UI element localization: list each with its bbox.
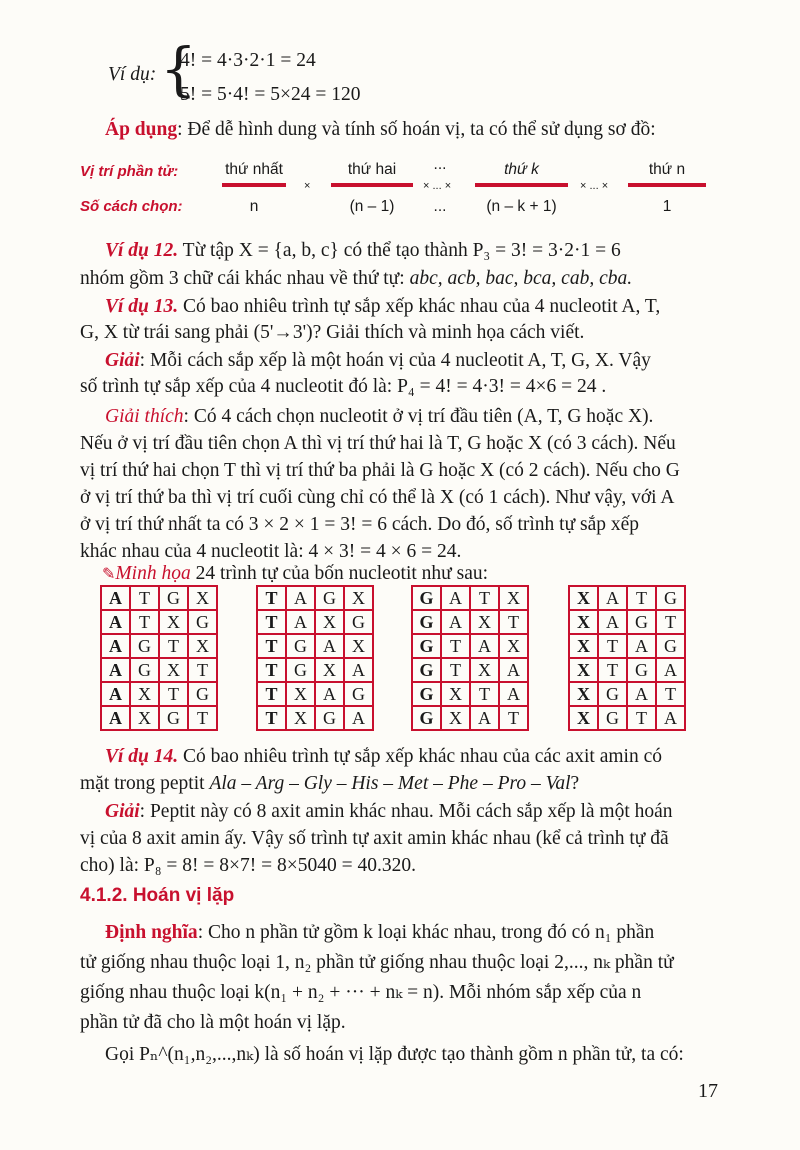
table-row [101,682,217,706]
table-cell: A [627,682,656,706]
table-cell: G [286,658,315,682]
table-cell: A [441,586,470,610]
explain-label: Giải thích [105,406,184,427]
ex14-text1: Có bao nhiêu trình tự sắp xếp khác nhau của các axit amin có [178,746,662,767]
explain-line6: khác nhau của 4 nucleotit là: 4 × 3! = 4 × 6 = 24. [80,541,462,562]
table-cell: G [159,586,188,610]
table-cell: G [627,658,656,682]
table-cell: X [569,634,598,658]
table-cell: T [188,658,217,682]
scheme-position-1: thứ nhất [225,161,283,178]
ex13-line2: G, X từ trái sang phải (5'→3')? Giải thích và minh họa cách viết. [80,322,585,343]
table-cell: G [656,586,685,610]
nucleotide-table-a [100,585,218,731]
table-cell: X [569,658,598,682]
table-cell: T [499,610,528,634]
ex13-label: Ví dụ 13. [105,296,179,317]
scheme-position-n: thứ n [648,161,686,178]
table-cell: X [315,658,344,682]
table-cell: A [499,658,528,682]
scheme-bar-k [475,183,568,187]
sol14-line1 [105,799,673,825]
sol13-line1 [105,348,651,374]
table-cell: G [412,706,441,730]
definition-line1 [105,920,654,946]
table-row [412,586,528,610]
table-cell: A [101,658,130,682]
application-text: : Để dễ hình dung và tính số hoán vị, ta có thể sử dụng sơ đồ: [177,119,656,140]
table-cell: T [470,682,499,706]
table-cell: G [130,634,159,658]
table-cell: G [627,610,656,634]
table-cell: A [598,610,627,634]
explain-line2: Nếu ở vị trí đầu tiên chọn A thì vị trí thứ hai là T, G hoặc X (có 3 cách). Nếu [80,433,676,454]
table-cell: X [344,586,373,610]
table-row [101,586,217,610]
table-cell: G [656,634,685,658]
table-cell: A [656,658,685,682]
table-cell: G [412,610,441,634]
ex13-text1: Có bao nhiêu trình tự sắp xếp khác nhau của 4 nucleotit A, T, [178,296,661,317]
table-cell: G [598,682,627,706]
table-row [257,610,373,634]
table-row [257,586,373,610]
table-row [569,658,685,682]
table-cell: G [286,634,315,658]
table-cell: T [257,682,286,706]
table-row [257,658,373,682]
table-cell: A [627,634,656,658]
table-cell: G [188,610,217,634]
table-cell: A [344,658,373,682]
table-cell: T [441,634,470,658]
scheme-position-2: thứ hai [347,161,397,178]
table-row [257,682,373,706]
table-cell: G [344,610,373,634]
table-row [257,706,373,730]
nucleotide-table-g [411,585,529,731]
table-row [412,682,528,706]
application-label: Áp dụng [105,119,178,140]
table-cell: T [257,610,286,634]
definition-text1: : Cho n phần tử gồm k loại khác nhau, trong đó có n₁ phần [197,922,655,943]
table-cell: X [569,586,598,610]
table-cell: G [412,586,441,610]
table-cell: T [257,634,286,658]
scheme-choice-k: (n – k + 1) [486,198,557,215]
pencil-icon: ✎ [102,566,116,583]
table-cell: T [257,706,286,730]
definition-line4: phần tử đã cho là một hoán vị lặp. [80,1012,346,1033]
scheme-position-dots: ... [433,156,447,173]
scheme-bar-n [628,183,706,187]
ex14-line2 [80,771,579,797]
application-paragraph [105,117,656,143]
table-row [257,634,373,658]
table-row [569,610,685,634]
table-row [412,634,528,658]
table-cell: T [656,610,685,634]
ex14-question-mark: ? [570,773,580,794]
ex12-permutations: abc, acb, bac, bca, cab, cba. [409,268,633,289]
table-cell: X [159,658,188,682]
sol14-text1: : Peptit này có 8 axit amin khác nhau. Mỗi cách sắp xếp là một hoán [139,801,673,822]
table-cell: T [598,634,627,658]
nucleotide-table-t [256,585,374,731]
illustration-text: 24 trình tự của bốn nucleotit như sau: [190,563,489,584]
definition-line3: giống nhau thuộc loại k(n₁ + n₂ + ··· + nₖ = n). Mỗi nhóm sắp xếp của n [80,982,642,1003]
table-cell: A [101,682,130,706]
scheme-choice-1: n [249,198,259,215]
illustration-label: Minh họa [115,563,191,584]
table-cell: A [344,706,373,730]
table-cell: T [130,586,159,610]
table-cell: A [101,634,130,658]
ex13-line1 [105,294,660,320]
table-cell: X [188,634,217,658]
table-row [101,634,217,658]
table-cell: X [569,706,598,730]
sol13-label: Giải [105,350,140,371]
table-cell: T [499,706,528,730]
scheme-times-1: × [304,180,311,192]
page-number: 17 [698,1080,718,1102]
sol14-label: Giải [105,801,140,822]
scheme-times-3: × ... × [580,180,609,192]
scheme-bar-1 [222,183,286,187]
definition-label: Định nghĩa [105,922,198,943]
table-cell: T [257,586,286,610]
table-cell: T [598,658,627,682]
explain-line5: ở vị trí thứ nhất ta có 3 × 2 × 1 = 3! = 6 cách. Do đó, số trình tự sắp xếp [80,514,640,535]
table-cell: X [130,682,159,706]
table-cell: A [315,634,344,658]
table-cell: A [286,586,315,610]
table-cell: G [315,586,344,610]
ex14-peptide: Ala – Arg – Gly – His – Met – Phe – Pro – Val [209,773,571,794]
table-row [569,634,685,658]
ex12-text2: nhóm gồm 3 chữ cái khác nhau về thứ tự: [80,268,410,289]
table-cell: X [499,586,528,610]
equation-4-factorial: 4! = 4·3·2·1 = 24 [180,50,316,71]
explain-text0: : Có 4 cách chọn nucleotit ở vị trí đầu tiên (A, T, G hoặc X). [183,406,654,427]
table-cell: G [130,658,159,682]
table-cell: X [130,706,159,730]
section-heading: 4.1.2. Hoán vị lặp [80,885,235,906]
ex14-line1 [105,744,662,770]
table-cell: T [627,586,656,610]
sol14-line2: vị của 8 axit amin ấy. Vậy số trình tự axit amin khác nhau (kể cả trình tự đã [80,828,669,849]
table-cell: A [101,706,130,730]
table-cell: X [569,682,598,706]
table-cell: G [412,634,441,658]
scheme-row1-label: Vị trí phần tử: [80,163,179,180]
scheme-choice-dots: ... [433,198,447,215]
scheme-times-2: × ... × [423,180,452,192]
scheme-position-k: thứ k [504,161,539,178]
table-cell: G [315,706,344,730]
sol14-line3: cho) là: P₈ = 8! = 8×7! = 8×5040 = 40.320. [80,855,417,876]
table-cell: T [257,658,286,682]
ex12-line2 [80,266,632,292]
table-cell: X [499,634,528,658]
table-cell: A [470,706,499,730]
table-cell: G [188,682,217,706]
sol13-text1: : Mỗi cách sắp xếp là một hoán vị của 4 nucleotit A, T, G, X. Vậy [139,350,651,371]
table-cell: X [569,610,598,634]
scheme-row2-label: Số cách chọn: [80,198,183,215]
table-cell: X [441,682,470,706]
table-cell: T [627,706,656,730]
ex14-text2: mặt trong peptit [80,773,210,794]
table-cell: A [441,610,470,634]
scheme-bar-2 [331,183,413,187]
ex12-text1: Từ tập X = {a, b, c} có thể tạo thành P₃ = 3! = 3·2·1 = 6 [178,240,621,261]
table-cell: A [101,586,130,610]
table-cell: X [159,610,188,634]
explain-line1 [105,404,653,430]
table-row [412,610,528,634]
table-cell: G [344,682,373,706]
illustration-line [102,561,488,588]
table-cell: X [286,682,315,706]
table-row [412,706,528,730]
explain-line4: ở vị trí thứ ba thì vị trí cuối cùng chỉ có thể là X (có 1 cách). Như vậy, với A [80,487,675,508]
table-cell: X [344,634,373,658]
table-cell: X [470,610,499,634]
table-cell: T [130,610,159,634]
equation-5-factorial: 5! = 5·4! = 5×24 = 120 [180,84,361,105]
table-cell: G [412,658,441,682]
table-cell: T [441,658,470,682]
table-cell: T [470,586,499,610]
table-cell: X [470,658,499,682]
table-row [101,610,217,634]
table-row [569,682,685,706]
table-row [101,706,217,730]
table-row [412,658,528,682]
table-cell: X [315,610,344,634]
definition-line2: tử giống nhau thuộc loại 1, n₂ phần tử giống nhau thuộc loại 2,..., nₖ phần tử [80,952,674,973]
table-cell: T [159,634,188,658]
nucleotide-table-x [568,585,686,731]
table-cell: X [441,706,470,730]
ex14-label: Ví dụ 14. [105,746,179,767]
scheme-choice-2: (n – 1) [349,198,395,215]
table-cell: A [499,682,528,706]
scheme-choice-n: 1 [662,198,672,215]
table-cell: A [101,610,130,634]
table-row [101,658,217,682]
table-cell: A [470,634,499,658]
explain-line3: vị trí thứ hai chọn T thì vị trí thứ ba phải là G hoặc X (có 2 cách). Nếu cho G [80,460,680,481]
table-cell: T [188,706,217,730]
call-line: Gọi Pₙ^(n₁,n₂,...,nₖ) là số hoán vị lặp được tạo thành gồm n phần tử, ta có: [105,1044,684,1065]
ex12-line1 [105,238,621,264]
table-cell: A [286,610,315,634]
table-cell: X [188,586,217,610]
table-cell: G [159,706,188,730]
table-row [569,586,685,610]
table-cell: T [159,682,188,706]
brace-symbol: { [160,35,197,103]
table-cell: X [286,706,315,730]
table-cell: A [656,706,685,730]
ex12-label: Ví dụ 12. [105,240,179,261]
table-cell: A [598,586,627,610]
table-row [569,706,685,730]
table-cell: G [598,706,627,730]
table-cell: G [412,682,441,706]
example-label: Ví dụ: [108,64,157,85]
table-cell: A [315,682,344,706]
table-cell: T [656,682,685,706]
sol13-line2: số trình tự sắp xếp của 4 nucleotit đó là: P₄ = 4! = 4·3! = 4×6 = 24 . [80,376,607,397]
